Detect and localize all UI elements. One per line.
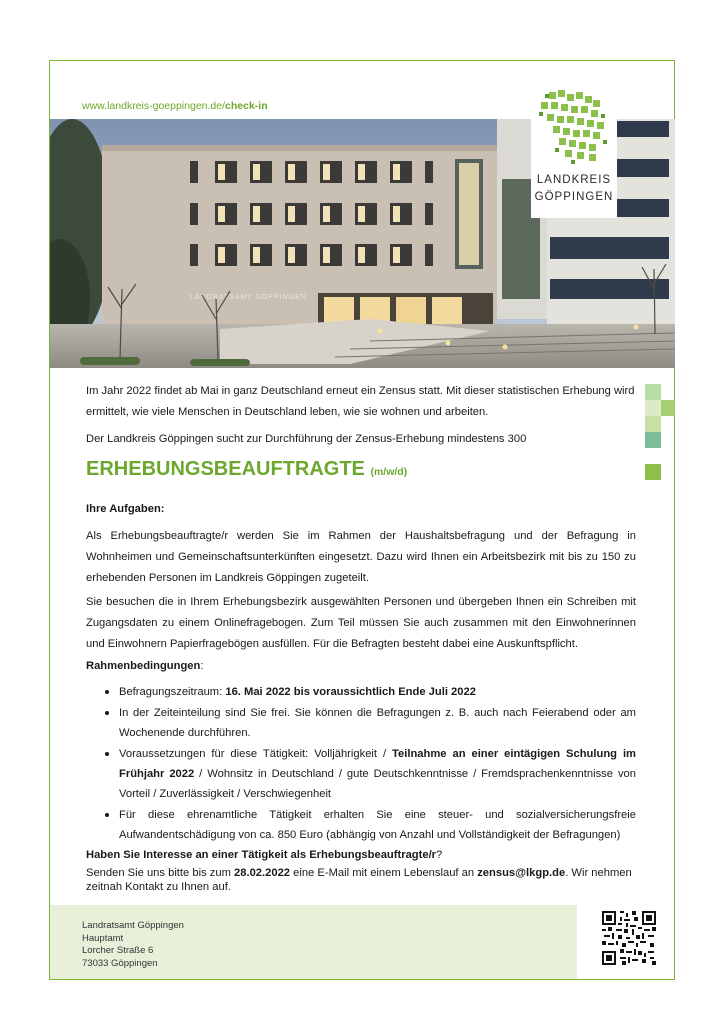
logo-line1: LANDKREIS <box>536 174 612 186</box>
intro-paragraph-1: Im Jahr 2022 findet ab Mai in ganz Deutschland erneut ein Zensus statt. Mit dieser statistischen Erhebung wird ermittelt, wie viele Menschen in Deutschland leben, wie sie wohnen und arbeiten. <box>86 385 635 418</box>
list-item: • In der Zeiteinteilung sind Sie frei. Sie können die Befragungen z. B. auch nach Feierabend oder am Wochenende durchführen. <box>119 702 636 743</box>
intro-paragraph-2: Der Landkreis Göppingen sucht zur Durchführung der Zensus-Erhebung mindestens 300 <box>86 433 527 445</box>
logo-line2: GÖPPINGEN <box>534 191 614 203</box>
tasks-paragraph-1: Als Erhebungsbeauftragte/r werden Sie im Rahmen der Haushaltsbefragung und der Befragung in Wohnheimen und Gemeinschaftsunterkünften eingesetzt. Dazu wird Ihnen ein Arbeitsbezirk mit bis zu 150 zu erhebenden Personen im Landkreis Göppingen zugeteilt. <box>86 530 636 584</box>
deco-square <box>645 432 661 448</box>
contact-text: Senden Sie uns bitte bis zum 28.02.2022 eine E-Mail mit einem Lebenslauf an zensus@lkgp.de. Wir nehmen zeitnah Kontakt zu Ihnen auf. <box>86 867 632 893</box>
deco-square <box>645 416 661 432</box>
header-url[interactable]: www.landkreis-goeppingen.de/check-in <box>82 100 268 112</box>
deco-square <box>661 400 675 416</box>
contact-email[interactable]: zensus@lkgp.de <box>477 867 566 879</box>
contact-heading: Haben Sie Interesse an einer Tätigkeit als Erhebungsbeauftragte/r? <box>86 849 443 861</box>
tasks-paragraph-2: Sie besuchen die in Ihrem Erhebungsbezirk ausgewählten Personen und übergeben Ihnen ein Schreiben mit Zugangsdaten zu einem Onlinefragebogen. Zum Teil müssen Sie auch zusammen mit den Einwohnerinnen und Einwohnern Papierfragebögen ausfüllen. Für die Befragten besteht dabei eine Auskunftspflicht. <box>86 596 636 650</box>
list-item: • Voraussetzungen für diese Tätigkeit: Volljährigkeit / Teilnahme an einer eintägigen Schulung im Frühjahr 2022 / Wohnsitz in Deutschland / gute Deutschkenntnisse / Fremdsprachenkenntnisse von Vorteil / Zuverlässigkeit / Verschwiegenheit <box>119 743 636 804</box>
list-item: • Befragungszeitraum: 16. Mai 2022 bis voraussichtlich Ende Juli 2022 <box>119 681 636 702</box>
footer-address: Landratsamt Göppingen Hauptamt Lorcher Straße 6 73033 Göppingen <box>82 920 184 969</box>
list-item: • Für diese ehrenamtliche Tätigkeit erhalten Sie eine steuer- und sozialversicherungsfreie Aufwandentschädigung von ca. 850 Euro (abhängig von Anzahl und Vollständigkeit der Befragungen) <box>119 804 636 845</box>
lion-crest-icon <box>531 84 617 170</box>
conditions-heading: Rahmenbedingungen: <box>86 660 204 672</box>
tasks-heading: Ihre Aufgaben: <box>86 503 165 515</box>
conditions-list <box>86 681 636 845</box>
qr-code-icon[interactable] <box>602 911 656 965</box>
landkreis-logo[interactable] <box>531 84 617 218</box>
job-title: ERHEBUNGSBEAUFTRAGTE (m/w/d) <box>86 458 408 480</box>
deco-square <box>645 464 661 480</box>
building-sign: LANDRATSAMT GÖPPINGEN <box>190 294 307 301</box>
deco-square <box>645 384 661 400</box>
deco-square <box>645 400 661 416</box>
